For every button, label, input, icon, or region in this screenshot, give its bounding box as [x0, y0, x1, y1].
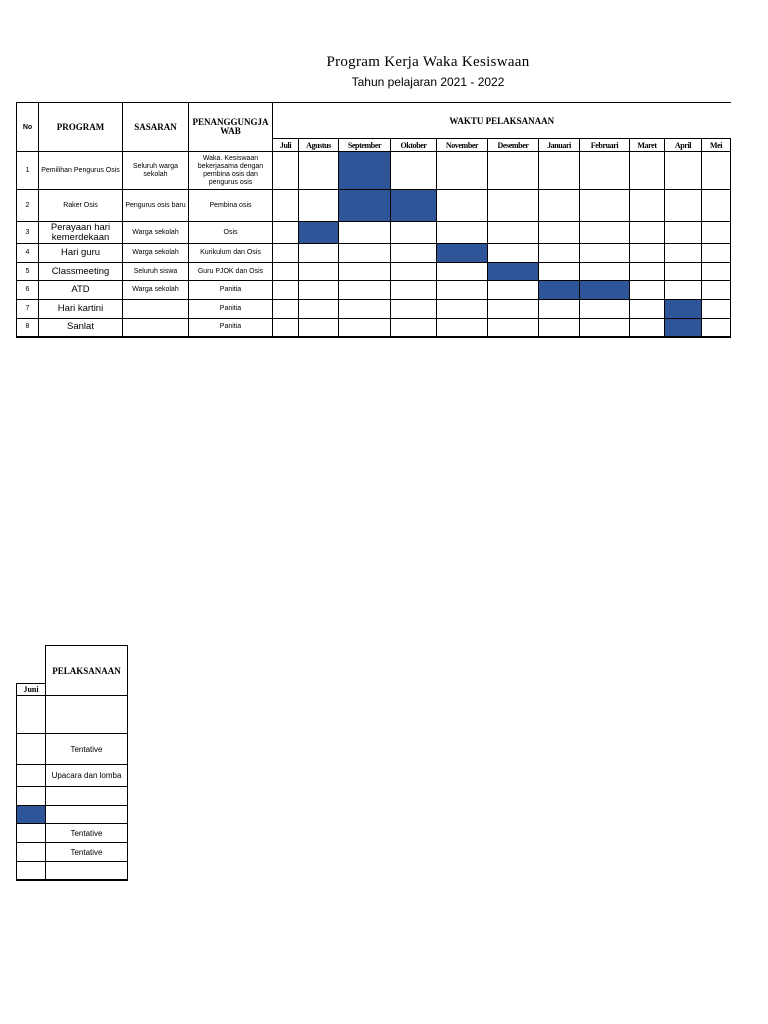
schedule-cell-januari — [539, 244, 580, 263]
table-row — [17, 696, 128, 734]
schedule-cell-april — [665, 263, 702, 281]
month-header-februari: Februari — [580, 139, 630, 152]
pelaksanaan-note — [46, 787, 128, 806]
schedule-cell-februari — [580, 244, 630, 263]
schedule-cell-november — [437, 190, 488, 222]
schedule-cell-november — [437, 244, 488, 263]
table-row — [17, 300, 731, 319]
schedule-cell-mei — [702, 244, 731, 263]
schedule-cell-agustus — [299, 300, 339, 319]
program-cell: Perayaan hari kemerdekaan — [39, 222, 123, 244]
month-header-juli: Juli — [273, 139, 299, 152]
table-row — [17, 244, 731, 263]
col-header-no: No — [17, 103, 39, 152]
juni-cell — [17, 824, 46, 843]
col-header-sasaran: SASARAN — [123, 103, 189, 152]
penanggungjawab-cell: Osis — [189, 222, 273, 244]
sasaran-cell: Warga sekolah — [123, 281, 189, 300]
row-number: 1 — [17, 152, 39, 190]
month-header-januari: Januari — [539, 139, 580, 152]
schedule-cell-september — [339, 263, 391, 281]
row-number: 2 — [17, 190, 39, 222]
penanggungjawab-cell: Panitia — [189, 319, 273, 337]
schedule-cell-juli — [273, 281, 299, 300]
schedule-cell-juli — [273, 244, 299, 263]
schedule-cell-januari — [539, 190, 580, 222]
blank-cell — [17, 646, 46, 684]
col-header-program: PROGRAM — [39, 103, 123, 152]
sasaran-cell: Seluruh warga sekolah — [123, 152, 189, 190]
table-row — [17, 734, 128, 765]
pelaksanaan-note: Upacara dan lomba — [46, 765, 128, 787]
schedule-cell-januari — [539, 152, 580, 190]
schedule-cell-oktober — [391, 152, 437, 190]
row-number: 7 — [17, 300, 39, 319]
schedule-cell-desember — [488, 222, 539, 244]
table-row — [17, 765, 128, 787]
schedule-cell-maret — [630, 222, 665, 244]
schedule-cell-oktober — [391, 190, 437, 222]
table-row — [17, 190, 731, 222]
schedule-cell-agustus — [299, 190, 339, 222]
schedule-cell-april — [665, 319, 702, 337]
schedule-cell-februari — [580, 319, 630, 337]
table-row — [17, 152, 731, 190]
table-row — [17, 319, 731, 337]
program-cell: ATD — [39, 281, 123, 300]
penanggungjawab-cell: Waka. Kesiswaan bekerjasama dengan pembina osis dan pengurus osis — [189, 152, 273, 190]
schedule-cell-oktober — [391, 222, 437, 244]
page-title: Program Kerja Waka Kesiswaan — [326, 54, 530, 70]
schedule-cell-februari — [580, 300, 630, 319]
schedule-cell-november — [437, 152, 488, 190]
schedule-cell-maret — [630, 263, 665, 281]
schedule-cell-agustus — [299, 222, 339, 244]
penanggungjawab-cell: Panitia — [189, 300, 273, 319]
schedule-cell-november — [437, 300, 488, 319]
schedule-cell-juli — [273, 152, 299, 190]
schedule-cell-april — [665, 190, 702, 222]
sasaran-cell — [123, 319, 189, 337]
row-number: 5 — [17, 263, 39, 281]
page-subtitle: Tahun pelajaran 2021 - 2022 — [351, 75, 505, 89]
program-cell: Hari guru — [39, 244, 123, 263]
program-cell: Classmeeting — [39, 263, 123, 281]
program-cell: Sanlat — [39, 319, 123, 337]
schedule-cell-maret — [630, 244, 665, 263]
schedule-cell-november — [437, 319, 488, 337]
schedule-cell-agustus — [299, 263, 339, 281]
schedule-cell-oktober — [391, 244, 437, 263]
table-row — [17, 862, 128, 880]
sasaran-cell — [123, 300, 189, 319]
table-row — [17, 806, 128, 824]
sasaran-cell: Pengurus osis baru — [123, 190, 189, 222]
sasaran-cell: Seluruh siswa — [123, 263, 189, 281]
table-row — [17, 281, 731, 300]
program-cell: Hari kartini — [39, 300, 123, 319]
schedule-cell-september — [339, 281, 391, 300]
schedule-cell-mei — [702, 152, 731, 190]
schedule-cell-februari — [580, 190, 630, 222]
schedule-cell-april — [665, 281, 702, 300]
schedule-cell-januari — [539, 222, 580, 244]
month-header-mei: Mei — [702, 139, 731, 152]
month-header-maret: Maret — [630, 139, 665, 152]
month-juni: Juni — [17, 684, 46, 696]
schedule-cell-mei — [702, 300, 731, 319]
schedule-cell-oktober — [391, 281, 437, 300]
schedule-cell-juli — [273, 300, 299, 319]
program-table — [16, 102, 731, 338]
program-cell: Raker Osis — [39, 190, 123, 222]
juni-cell — [17, 787, 46, 806]
schedule-cell-april — [665, 244, 702, 263]
juni-cell — [17, 843, 46, 862]
schedule-cell-mei — [702, 281, 731, 300]
juni-cell — [17, 734, 46, 765]
schedule-cell-mei — [702, 319, 731, 337]
sasaran-cell: Warga sekolah — [123, 244, 189, 263]
penanggungjawab-cell: Kurikulum dan Osis — [189, 244, 273, 263]
table-row — [17, 263, 731, 281]
schedule-cell-maret — [630, 300, 665, 319]
schedule-cell-maret — [630, 190, 665, 222]
schedule-cell-juli — [273, 319, 299, 337]
pelaksanaan-note: Tentative — [46, 824, 128, 843]
schedule-cell-mei — [702, 190, 731, 222]
pelaksanaan-note — [46, 806, 128, 824]
schedule-cell-mei — [702, 222, 731, 244]
schedule-cell-agustus — [299, 152, 339, 190]
table-row — [17, 824, 128, 843]
schedule-cell-november — [437, 222, 488, 244]
schedule-cell-februari — [580, 222, 630, 244]
juni-cell — [17, 862, 46, 880]
schedule-cell-maret — [630, 152, 665, 190]
schedule-cell-januari — [539, 263, 580, 281]
month-header-desember: Desember — [488, 139, 539, 152]
schedule-cell-juli — [273, 222, 299, 244]
program-cell: Pemilihan Pengurus Osis — [39, 152, 123, 190]
pelaksanaan-header: PELAKSANAAN — [46, 646, 128, 696]
schedule-cell-desember — [488, 244, 539, 263]
schedule-cell-desember — [488, 300, 539, 319]
schedule-cell-januari — [539, 300, 580, 319]
schedule-cell-agustus — [299, 281, 339, 300]
col-header-penanggungjawab: PENANGGUNGJA WAB — [189, 103, 273, 152]
penanggungjawab-cell: Panitia — [189, 281, 273, 300]
month-header-agustus: Agustus — [299, 139, 339, 152]
table-row — [17, 222, 731, 244]
schedule-cell-mei — [702, 263, 731, 281]
row-number: 4 — [17, 244, 39, 263]
schedule-cell-september — [339, 244, 391, 263]
schedule-cell-oktober — [391, 263, 437, 281]
schedule-cell-april — [665, 152, 702, 190]
schedule-cell-februari — [580, 152, 630, 190]
schedule-cell-desember — [488, 190, 539, 222]
schedule-cell-juli — [273, 263, 299, 281]
schedule-cell-februari — [580, 281, 630, 300]
schedule-cell-september — [339, 152, 391, 190]
schedule-cell-november — [437, 281, 488, 300]
col-header-waktu: WAKTU PELAKSANAAN — [273, 103, 731, 139]
month-header-oktober: Oktober — [391, 139, 437, 152]
schedule-cell-februari — [580, 263, 630, 281]
row-number: 8 — [17, 319, 39, 337]
schedule-cell-oktober — [391, 300, 437, 319]
month-header-september: September — [339, 139, 391, 152]
schedule-cell-september — [339, 319, 391, 337]
pelaksanaan-note: Tentative — [46, 843, 128, 862]
pelaksanaan-note: Tentative — [46, 734, 128, 765]
row-number: 3 — [17, 222, 39, 244]
schedule-cell-september — [339, 300, 391, 319]
schedule-cell-januari — [539, 281, 580, 300]
juni-cell — [17, 696, 46, 734]
juni-cell — [17, 806, 46, 824]
schedule-cell-desember — [488, 319, 539, 337]
sasaran-cell: Warga sekolah — [123, 222, 189, 244]
juni-cell — [17, 765, 46, 787]
schedule-cell-november — [437, 263, 488, 281]
schedule-cell-maret — [630, 319, 665, 337]
schedule-cell-agustus — [299, 319, 339, 337]
table-row — [17, 843, 128, 862]
row-number: 6 — [17, 281, 39, 300]
pelaksanaan-note — [46, 696, 128, 734]
schedule-cell-september — [339, 222, 391, 244]
month-header-april: April — [665, 139, 702, 152]
continuation-table — [16, 645, 128, 881]
table-row — [17, 787, 128, 806]
schedule-cell-desember — [488, 281, 539, 300]
schedule-cell-maret — [630, 281, 665, 300]
schedule-cell-agustus — [299, 244, 339, 263]
schedule-cell-september — [339, 190, 391, 222]
penanggungjawab-cell: Guru PJOK dan Osis — [189, 263, 273, 281]
schedule-cell-juli — [273, 190, 299, 222]
schedule-cell-januari — [539, 319, 580, 337]
penanggungjawab-cell: Pembina osis — [189, 190, 273, 222]
schedule-cell-oktober — [391, 319, 437, 337]
month-header-november: November — [437, 139, 488, 152]
pelaksanaan-note — [46, 862, 128, 880]
schedule-cell-april — [665, 300, 702, 319]
schedule-cell-desember — [488, 263, 539, 281]
schedule-cell-april — [665, 222, 702, 244]
schedule-cell-desember — [488, 152, 539, 190]
